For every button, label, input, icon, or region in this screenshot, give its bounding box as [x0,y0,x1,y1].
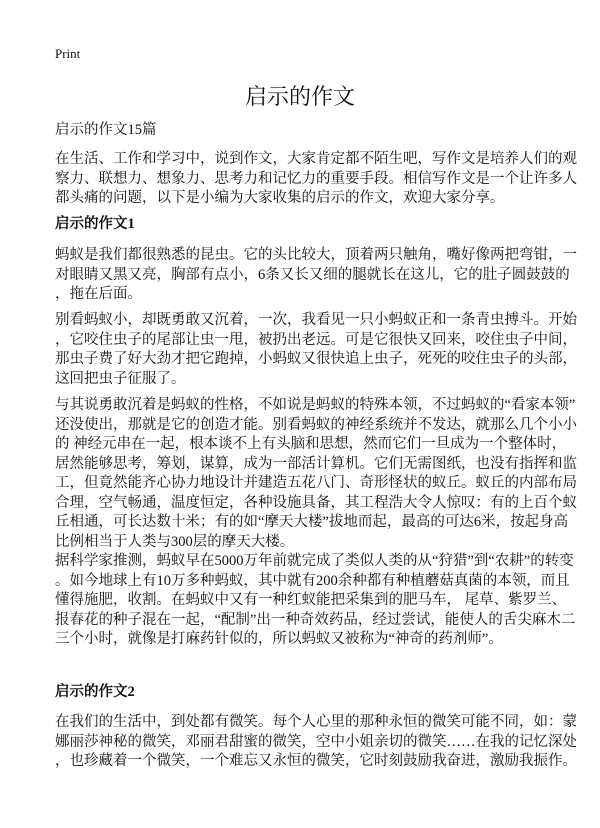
text-line: 那虫子费了好大劲才把它跑掉，小蚂蚁又很快追上虫子，死死的咬住虫子的头部， [55,351,577,367]
paragraph [55,396,577,552]
paragraph [55,552,576,650]
text-line: 这回把虫子征服了。 [55,370,186,387]
page-title: 启示的作文 [244,85,355,110]
text-line: 报春花的种子混在一起，“配制”出一种奇效药品，经过尝试，能使人的舌尖麻木二 [55,611,576,628]
text-line: 合理，空气畅通，温度恒定，各种设施具备，其工程浩大令人惊叹：有的上百个蚁 [55,494,577,511]
text-line: 在我们的生活中，到处都有微笑。每个人心里的那种永恒的微笑可能不同，如：蒙 [55,714,577,730]
section-heading: 启示的作文2 [55,684,135,700]
paragraph [55,713,577,772]
text-line: 三个小时，就像是打麻药针似的，所以蚂蚁又被称为“神奇的药剂师”。 [55,631,503,647]
section-heading: 启示的作文1 [55,216,135,232]
text-line: ，也珍藏着一个微笑，一个难忘又永恒的微笑，它时刻鼓励我奋进，激励我振作。 [55,753,577,769]
text-line: 与其说勇敢沉着是蚂蚁的性格，不如说是蚂蚁的特殊本领，不过蚂蚁的“看家本领” [55,397,576,413]
text-line: ，它咬住虫子的尾部让虫一甩，被扔出老远。可是它很快又回来，咬住虫子中间， [55,331,577,348]
text-line: 。如今地球上有10万多种蚂蚁，其中就有200余种都有种植蘑菇真菌的本领，而且 [55,572,570,589]
document-subtitle: 启示的作文15篇 [55,122,157,138]
text-line: 丘相通，可长达数十米；有的如“摩天大楼”拔地而起，最高的可达6米，按起身高 [55,514,569,530]
text-line: 娜丽莎神秘的微笑，邓丽君甜蜜的微笑，空中小姐亲切的微笑……在我的记忆深处 [55,733,577,750]
text-line: 还没使出，那就是它的创造才能。别看蚂蚁的神经系统并不发达，就那么几个小小 [55,416,577,433]
paragraph [55,311,577,389]
text-line: 对眼睛又黑又亮，胸部有点小，6条又长又细的腿就长在这儿，它的肚子圆鼓鼓的 [55,266,570,283]
text-line: 在生活、工作和学习中，说到作文，大家肯定都不陌生吧，写作文是培养人们的观 [55,151,577,167]
text-line: ，拖在后面。 [55,286,142,302]
text-line: 都头痛的问题，以下是小编为大家收集的启示的作文，欢迎大家分享。 [55,190,505,206]
text-line: 别看蚂蚁小，却既勇敢又沉着，一次，我看见一只小蚂蚁正和一条青虫搏斗。开始 [55,312,577,328]
text-line: 的 神经元串在一起，根本谈不上有头脑和思想，然而它们一旦成为一个整体时， [55,436,567,452]
paragraph [55,246,577,305]
text-line: 工，但竟然能齐心协力地设计并建造五花八门、奇形怪状的蚁丘。蚁丘的内部布局 [55,475,577,491]
print-link[interactable]: Print [55,46,81,61]
text-line: 比例相当于人类与300层的摩天大楼。 [55,533,295,550]
text-line: 察力、联想力、想象力、思考力和记忆力的重要手段。相信写作文是一个让许多人 [55,170,577,187]
text-line: 懂得施肥，收割。在蚂蚁中又有一种红蚁能把采集到的肥马车， 尾草、紫罗兰、 [55,592,567,608]
intro-paragraph [55,150,577,209]
text-line: 居然能够思考，筹划，谋算，成为一部活计算机。它们无需图纸，也没有指挥和监 [55,455,577,472]
text-line: 蚂蚁是我们都很熟悉的昆虫。它的头比较大，顶着两只触角，嘴好像两把弯钳，一 [55,247,577,263]
text-line: 据科学家推测，蚂蚁早在5000万年前就完成了类似人类的从“狩猎”到“农耕”的转变 [55,553,574,569]
